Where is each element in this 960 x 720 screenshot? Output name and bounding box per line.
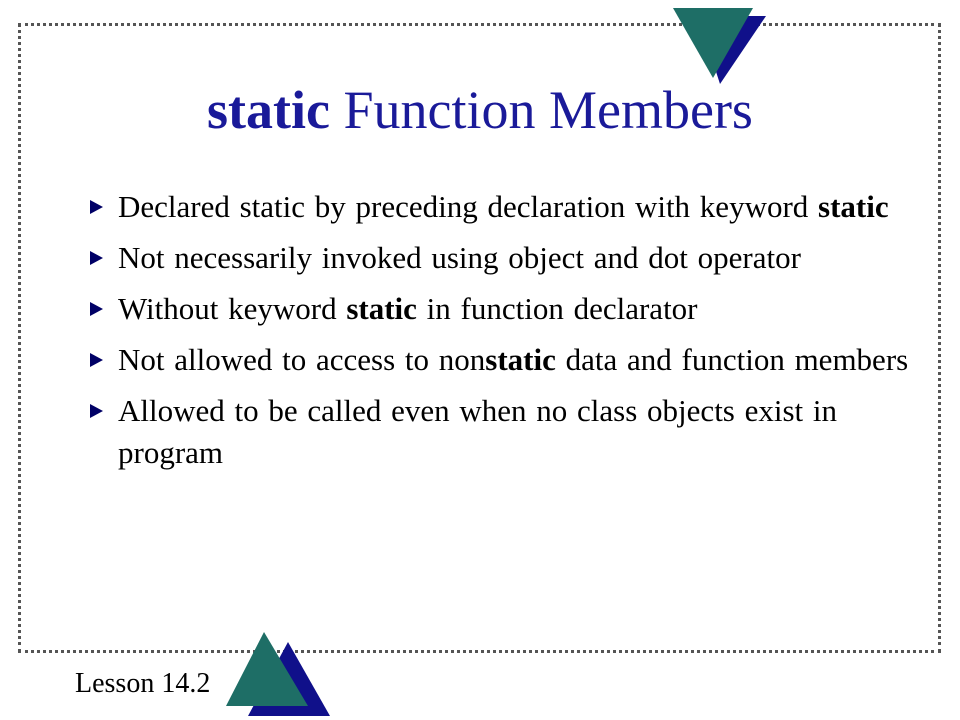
slide-title	[0, 78, 960, 142]
up-triangle-icon	[222, 630, 332, 720]
bullet-item	[84, 339, 924, 381]
bullet-item	[84, 237, 924, 279]
bullet-item	[84, 186, 924, 228]
title-keyword: static	[207, 80, 330, 140]
bullet-text: Declared static by preceding declaration with keyword	[118, 189, 819, 224]
lesson-label: Lesson 14.2	[75, 668, 211, 699]
bullet-keyword: static	[485, 342, 556, 377]
bullet-list	[84, 186, 924, 483]
triangle-right-icon	[88, 301, 104, 317]
bullet-text: Allowed to be called even when no class objects exist in program	[118, 393, 838, 470]
bullet-keyword: static	[346, 291, 417, 326]
bullet-item	[84, 390, 924, 474]
title-rest: Function Members	[329, 80, 753, 140]
bullet-item	[84, 288, 924, 330]
down-triangle-icon	[670, 6, 770, 86]
bullet-text: Without keyword	[118, 291, 347, 326]
bullet-keyword: static	[818, 189, 889, 224]
bullet-text: in function declarator	[416, 291, 698, 326]
bullet-text: Not necessarily invoked using object and dot operator	[118, 240, 801, 275]
triangle-right-icon	[88, 352, 104, 368]
triangle-right-icon	[88, 250, 104, 266]
triangle-right-icon	[88, 403, 104, 419]
bullet-text: data and function members	[555, 342, 909, 377]
triangle-right-icon	[88, 199, 104, 215]
bullet-text: Not allowed to access to non	[118, 342, 486, 377]
